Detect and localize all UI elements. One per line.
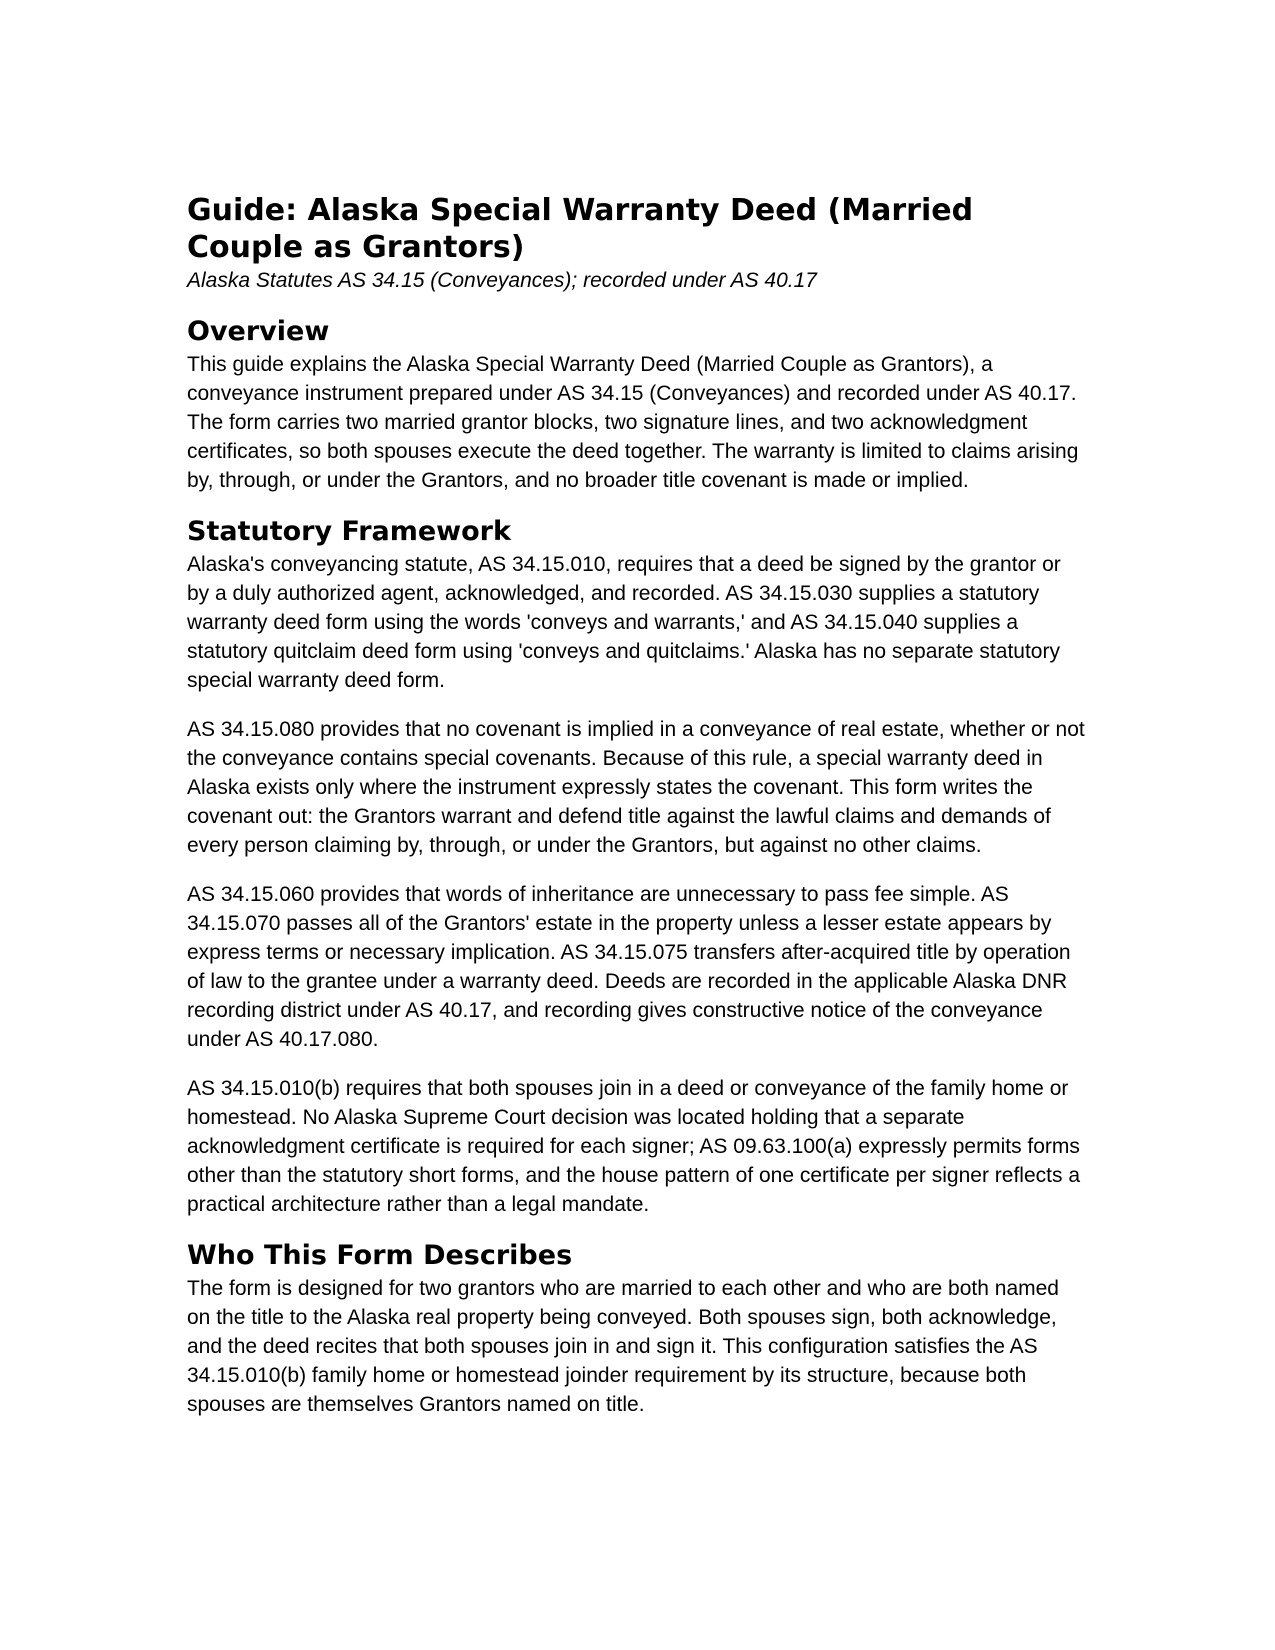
paragraph: AS 34.15.060 provides that words of inheritance are unnecessary to pass fee simple. AS 34.15.070 passes all of the Grantors' estate in the property unless a lesser estate appears by express terms or necessary implication. AS 34.15.075 transfers after-acquired title by operation of law to the grantee under a warranty deed. Deeds are recorded in the applicable Alaska DNR recording district under AS 40.17, and recording gives constructive notice of the conveyance under AS 40.17.080. bbox=[187, 883, 1071, 1051]
section-statutory-framework bbox=[187, 516, 1087, 1219]
document-page bbox=[187, 192, 1087, 1419]
document-title: Guide: Alaska Special Warranty Deed (Married Couple as Grantors) bbox=[187, 193, 974, 265]
paragraph: AS 34.15.080 provides that no covenant is implied in a conveyance of real estate, whether or not the conveyance contains special covenants. Because of this rule, a special warranty deed in Alaska exists only where the instrument expressly states the covenant. This form writes the covenant out: the Grantors warrant and defend title against the lawful claims and demands of every person claiming by, through, or under the Grantors, but against no other claims. bbox=[187, 718, 1085, 857]
section-who-this-form-describes bbox=[187, 1240, 1087, 1419]
paragraph: This guide explains the Alaska Special Warranty Deed (Married Couple as Grantors), a conveyance instrument prepared under AS 34.15 (Conveyances) and recorded under AS 40.17. The form carries two married grantor blocks, two signature lines, and two acknowledgment certificates, so both spouses execute the deed together. The warranty is limited to claims arising by, through, or under the Grantors, and no broader title covenant is made or implied. bbox=[187, 353, 1079, 492]
paragraph: AS 34.15.010(b) requires that both spouses join in a deed or conveyance of the family home or homestead. No Alaska Supreme Court decision was located holding that a separate acknowledgment certificate is required for each signer; AS 09.63.100(a) expressly permits forms other than the statutory short forms, and the house pattern of one certificate per signer reflects a practical architecture rather than a legal mandate. bbox=[187, 1077, 1080, 1216]
document-subtitle: Alaska Statutes AS 34.15 (Conveyances); recorded under AS 40.17 bbox=[187, 269, 817, 292]
paragraph: The form is designed for two grantors who are married to each other and who are both named on the title to the Alaska real property being conveyed. Both spouses sign, both acknowledge, and the deed recites that both spouses join in and sign it. This configuration satisfies the AS 34.15.010(b) family home or homestead joinder requirement by its structure, because both spouses are themselves Grantors named on title. bbox=[187, 1277, 1059, 1416]
section-heading: Overview bbox=[187, 316, 330, 347]
section-heading: Statutory Framework bbox=[187, 516, 511, 547]
section-heading: Who This Form Describes bbox=[187, 1240, 573, 1271]
paragraph: Alaska's conveyancing statute, AS 34.15.010, requires that a deed be signed by the grantor or by a duly authorized agent, acknowledged, and recorded. AS 34.15.030 supplies a statutory warranty deed form using the words 'conveys and warrants,' and AS 34.15.040 supplies a statutory quitclaim deed form using 'conveys and quitclaims.' Alaska has no separate statutory special warranty deed form. bbox=[187, 553, 1061, 692]
section-overview bbox=[187, 316, 1087, 495]
